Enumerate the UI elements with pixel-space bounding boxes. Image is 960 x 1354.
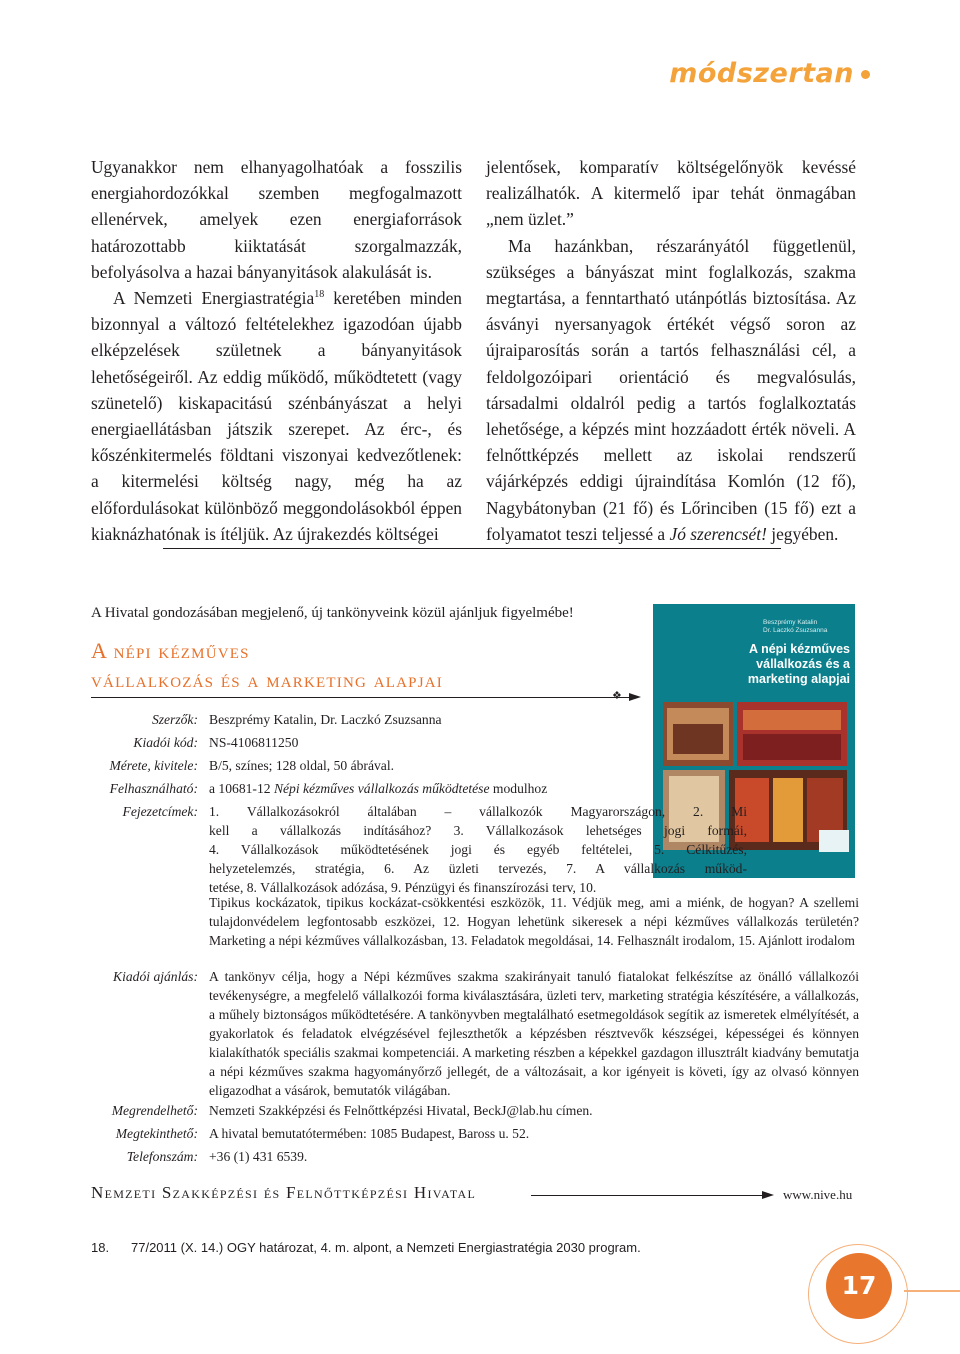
publisher-name: Nemzeti Szakképzési és Felnőttképzési Hivatal xyxy=(91,1183,477,1202)
meta-label: Kiadói ajánlás: xyxy=(113,969,198,984)
meta-label: Fejezetcímek: xyxy=(122,804,198,819)
meta-value: NS-4106811250 xyxy=(209,735,299,750)
page-number: 17 xyxy=(826,1253,892,1319)
meta-value: A tankönyv célja, hogy a Népi kézműves szakma szakirányait tanuló fiatalokat felkészítse az önálló vállalkozói tevékenységre, a megfelelő vállalkozói forma kiválasztására, üzleti terv, marketing stratégia készítésére, a vállalkozás, a műhely biztonságos működtetésére. A tankönyvben megtalálható esetmegoldások segítik az ismeretek elmélyítését, a gyakorlatok és feladatok elvégzésével fejleszthetők a képzésben résztvevők készségei, képességei és könnyen kialakíthatók speciális szakmai kompetenciái. A marketing részben a képekkel gazdagon illusztrált kiadvány bemutatja a népi kézműves szakma hagyományőrző jellegét, de a változásait, a kor igényeit is követi, így az olvasó könnyen eligazodhat a vásárok, bemutatók világában. xyxy=(209,969,859,1098)
article-column-left xyxy=(91,154,462,547)
meta-label: Megtekinthető: xyxy=(115,1126,198,1141)
footnote-text: 77/2011 (X. 14.) OGY határozat, 4. m. alpont, a Nemzeti Energiastratégia 2030 program. xyxy=(131,1240,641,1255)
website-link[interactable]: www.nive.hu xyxy=(783,1187,853,1202)
section-title: módszertan xyxy=(669,58,854,89)
paragraph xyxy=(486,233,856,547)
meta-value: Beszprémy Katalin, Dr. Laczkó Zsuzsanna xyxy=(209,712,442,727)
emphasis: Jó szerencsét! xyxy=(669,523,767,544)
meta-value: A hivatal bemutatótermében: 1085 Budapest, Baross u. 52. xyxy=(209,1126,530,1141)
footnote xyxy=(91,1240,641,1255)
chapters-line: 4. Vállalkozások működtetésének jogi és egyéb feltételei, 5. Célkitűzés, xyxy=(209,842,747,857)
paragraph xyxy=(91,285,462,547)
cover-title: A népi kézműves vállalkozás és a marketing alapjai xyxy=(747,642,850,686)
book-intro: A Hivatal gondozásában megjelenő, új tankönyveink közül ajánljuk figyelmébe! xyxy=(91,605,574,621)
meta-value: B/5, színes; 128 oldal, 50 ábrával. xyxy=(209,758,394,773)
meta-label: Telefonszám: xyxy=(126,1149,198,1164)
divider xyxy=(531,1195,764,1196)
chapters-line: 1. Vállalkozásokról általában – vállalkozók Magyarországon, 2. Mi xyxy=(209,804,747,819)
text-run: jegyében. xyxy=(766,523,839,544)
meta-value xyxy=(209,802,747,897)
book-title-line: vállalkozás és a marketing alapjai xyxy=(91,667,443,692)
meta-value: +36 (1) 431 6539. xyxy=(209,1149,308,1164)
meta-label: Szerzők: xyxy=(151,712,198,727)
book-title-line: A népi kézműves xyxy=(91,638,250,663)
bullet-icon xyxy=(861,70,870,79)
arrow-icon xyxy=(629,693,641,701)
chapters-line: helyzetelemzés, stratégia, 6. Az üzleti tervezés, 7. A vállalkozás működ- xyxy=(209,861,747,876)
text-run: keretében minden bizonnyal a változó feltételekhez igazodóan újabb elképzelések születnek a bányanyitások lehetőségeiről. Az eddig működő, működtetett (vagy szünetelő) kiskapacitású szénbányászat a helyi energiaellátásban játszik szerepet. Az érc-, és kőszénkitermelés földtani viszonyai kedvezőtlenek: a kitermelési költség nagy, még ha az előfordulásokat különböző meggondolásokból éppen kiaknázhatónak is ítéljük. Az újrakezdés költségei xyxy=(91,288,462,544)
footnote-number: 18. xyxy=(91,1240,110,1255)
meta-label: Megrendelhető: xyxy=(111,1103,198,1118)
meta-label: Mérete, kivitele: xyxy=(109,758,198,773)
arrow-icon xyxy=(762,1191,774,1199)
cover-authors: Beszprémy Katalin Dr. Laczkó Zsuzsanna xyxy=(763,619,828,634)
text-run: Ma hazánkban, részarányától függetlenül, szükséges a bányászat mint foglalkozás, szakma megtartása, a fenntartható utánpótlás biztosítása. Az ásványi nyersanyagok értékét végső soron az újraiparosítás során a tartós felhasználási cél, a feldolgozóipari orientáció és megvalósulás, társadalmi oldalról pedig a tartós foglalkoztatás lehetősége, a képzés mint hozzáadott érték növeli. A felnőttképzés mellett az iskolai rendszerű vájárképzés eddigi újraindítása Komlón (12 fő), Nagybátonyban (21 fő) és Lőrinciben (15 fő) ezt a folyamatot teszi teljessé a xyxy=(486,235,856,544)
divider xyxy=(91,697,631,698)
divider xyxy=(904,1290,960,1292)
meta-label: Kiadói kód: xyxy=(133,735,198,750)
cover-label-box xyxy=(819,830,849,852)
text-run: modulhoz xyxy=(489,781,548,796)
chapters-line: kell a vállalkozás indításához? 3. Vállalkozások lehetséges jogi formái, xyxy=(209,823,747,838)
meta-value: Nemzeti Szakképzési és Felnőttképzési Hivatal, BeckJ@lab.hu címen. xyxy=(209,1103,593,1118)
text-run: A Nemzeti Energiastratégia xyxy=(113,288,315,309)
divider xyxy=(163,548,781,549)
meta-value xyxy=(209,779,547,798)
meta-value: Tipikus kockázatok, tipikus kockázat-csökkentési eszközök, 11. Védjük meg, ami a miénk, de hogyan? A szellemi tulajdonvédelem legfontosabb eszközei, 12. Hogyan lehetünk sikeresek a népi kézműves vállalkozás területén? Marketing a népi kézműves vállalkozásban, 13. Feladatok megoldásai, 14. Felhasznált irodalom, 15. Ajánlott irodalom xyxy=(209,895,859,948)
article-column-right xyxy=(486,154,856,547)
meta-label: Felhasználható: xyxy=(109,781,198,796)
paragraph: jelentősek, komparatív költségelőnyök kevéssé realizálhatók. A kitermelő ipar tehát önmagában „nem üzlet.” xyxy=(486,157,856,230)
footnote-ref: 18 xyxy=(314,289,325,301)
ornament-icon: ❖ xyxy=(612,690,622,702)
paragraph: Ugyanakkor nem elhanyagolhatóak a fosszilis energiahordozókkal szemben megfogalmazott ellenérvek, amelyek ezen energiaforrások határozottabb kiiktatását szorgalmazzák, befolyásolva a hazai bányanyitások alakulását is. xyxy=(91,157,462,282)
book-title xyxy=(91,636,443,694)
module-name: Népi kézműves vállalkozás működtetése xyxy=(273,781,490,796)
text-run: a 10681-12 xyxy=(209,781,274,796)
chapters-line: tetése, 8. Vállalkozások adózása, 9. Pénzügyi és finanszírozási terv, 10. xyxy=(209,880,597,895)
